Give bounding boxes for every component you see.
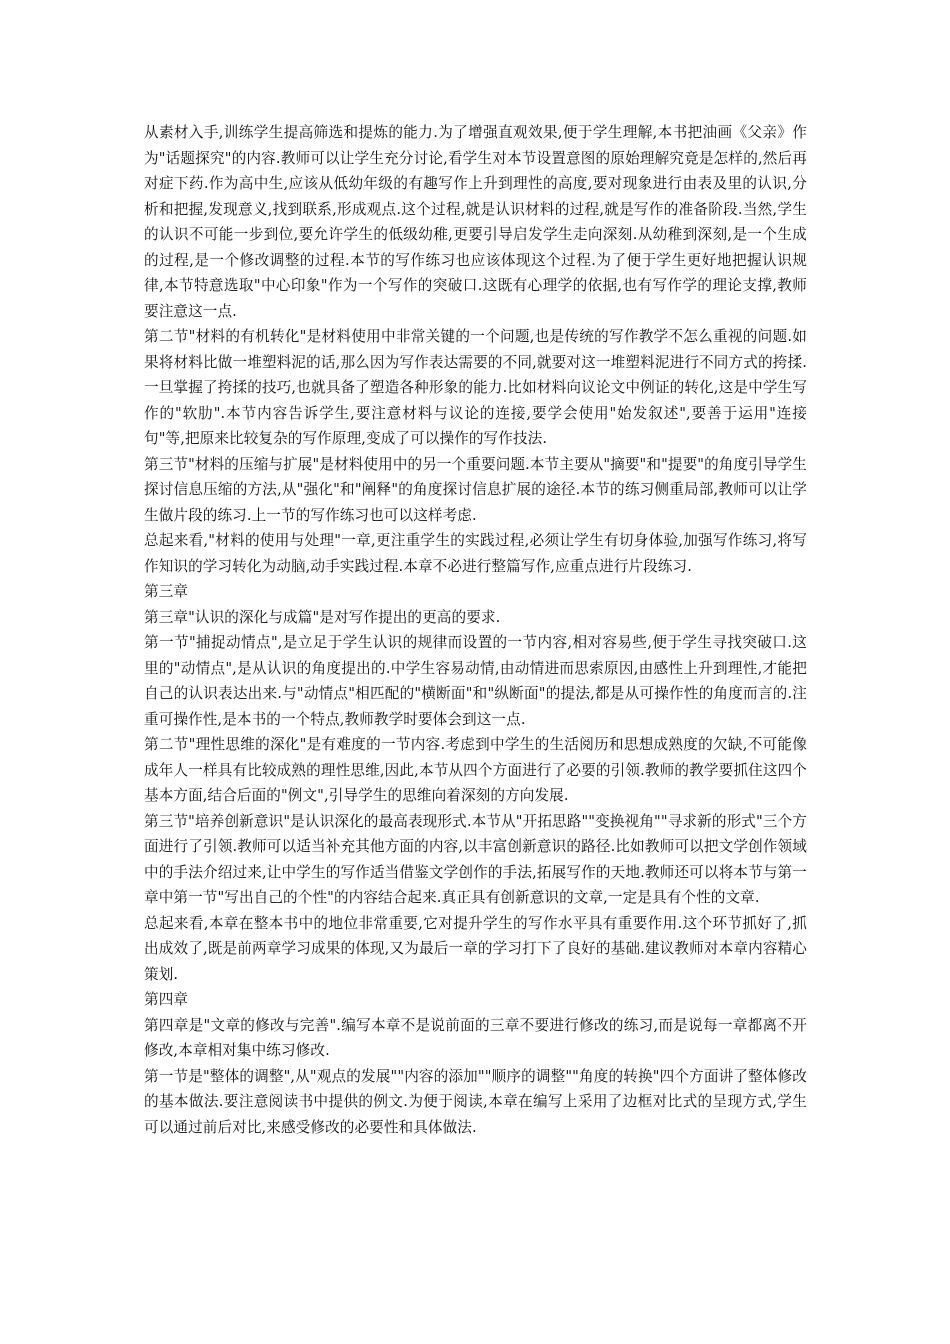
paragraph-section-two-material-transform: 第二节"材料的有机转化"是材料使用中非常关键的一个问题,也是传统的写作教学不怎么重视的问题.如果将材料比做一堆塑料泥的话,那么因为写作表达需要的不同,就要对这一堆塑料泥进行不同方式的挎揉.一旦掌握了挎揉的技巧,也就具备了塑造各种形象的能力.比如材料向议论文中例证的转化,这是中学生写作的"软肋".本节内容告诉学生,要注意材料与议论的连接,要学会使用"始发叙述",要善于运用"连接句"等,把原来比较复杂的写作原理,变成了可以操作的写作技法. — [144, 328, 807, 447]
paragraph-chapter-three-intro: 第三章"认识的深化与成篇"是对写作提出的更高的要求. — [144, 608, 501, 626]
paragraph-section-three-compress-expand: 第三节"材料的压缩与扩展"是材料使用中的另一个重要问题.本节主要从"摘要"和"提要"的角度引导学生探讨信息压缩的方法,从"强化"和"阐释"的角度探讨信息扩展的途径.本节的练习侧重局部,教师可以让学生做片段的练习.上一节的写作练习也可以这样考虑. — [144, 455, 807, 524]
paragraph-section-one-emotion-point: 第一节"捕捉动情点",是立足于学生认识的规律而设置的一节内容,相对容易些,便于学生寻找突破口.这里的"动情点",是从认识的角度提出的.中学生容易动情,由动情进而思索原因,由感性上升到理性,才能把自己的认识表达出来.与"动情点"相匹配的"横断面"和"纵断面"的提法,都是从可操作性的角度而言的.注重可操作性,是本书的一个特点,教师教学时要体会到这一点. — [144, 634, 807, 728]
document-page — [144, 120, 807, 1140]
paragraph-chapter-two-summary: 总起来看,"材料的使用与处理"一章,更注重学生的实践过程,必须让学生有切身体验,加强写作练习,将写作知识的学习转化为动脑,动手实践过程.本章不必进行整篇写作,应重点进行片段练习. — [144, 532, 807, 575]
chapter-four-heading: 第四章 — [144, 991, 189, 1008]
paragraph-material-selection: 从素材入手,训练学生提高筛选和提炼的能力.为了增强直观效果,便于学生理解,本书把油画《父亲》作为"话题探究"的内容.教师可以让学生充分讨论,看学生对本节设置意图的原始理解究竟是怎样的,然后再对症下药.作为高中生,应该从低幼年级的有趣写作上升到理性的高度,要对现象进行由表及里的认识,分析和把握,发现意义,找到联系,形成观点.这个过程,就是认识材料的过程,就是写作的准备阶段.当然,学生的认识不可能一步到位,要允许学生的低级幼稚,更要引导启发学生走向深刻.从幼稚到深刻,是一个生成的过程,是一个修改调整的过程.本节的写作练习也应该体现这个过程.为了便于学生更好地把握认识规律,本节特意选取"中心印象"作为一个写作的突破口.这既有心理学的依据,也有写作学的理论支撑,教师要注意这一点. — [144, 124, 807, 320]
paragraph-chapter-three-summary: 总起来看,本章在整本书中的地位非常重要,它对提升学生的写作水平具有重要作用.这个环节抓好了,抓出成效了,既是前两章学习成果的体现,又为最后一章的学习打下了良好的基础.建议教师对本章内容精心策划. — [144, 914, 807, 983]
chapter-three-heading: 第三章 — [144, 583, 189, 600]
paragraph-chapter-four-intro: 第四章是"文章的修改与完善".编写本章不是说前面的三章不要进行修改的练习,而是说每一章都离不开修改,本章相对集中练习修改. — [144, 1016, 807, 1059]
paragraph-section-one-overall-adjustment: 第一节是"整体的调整",从"观点的发展""内容的添加""顺序的调整""角度的转换"四个方面讲了整体修改的基本做法.要注意阅读书中提供的例文.为便于阅读,本章在编写上采用了边框对比式的呈现方式,学生可以通过前后对比,来感受修改的必要性和具体做法. — [144, 1067, 807, 1136]
paragraph-section-two-rational-thinking: 第二节"理性思维的深化"是有难度的一节内容.考虑到中学生的生活阅历和思想成熟度的欠缺,不可能像成年人一样具有比较成熟的理性思维,因此,本节从四个方面进行了必要的引领.教师的教学要抓住这四个基本方面,结合后面的"例文",引导学生的思维向着深刻的方向发展. — [144, 736, 807, 804]
paragraph-section-three-innovation: 第三节"培养创新意识"是认识深化的最高表现形式.本节从"开拓思路""变换视角""寻求新的形式"三个方面进行了引领.教师可以适当补充其他方面的内容,以丰富创新意识的路径.比如教师可以把文学创作领域中的手法介绍过来,让中学生的写作适当借鉴文学创作的手法,拓展写作的天地.教师还可以将本节与第一章中第一节"写出自己的个性"的内容结合起来.真正具有创新意识的文章,一定是具有个性的文章. — [144, 812, 807, 906]
